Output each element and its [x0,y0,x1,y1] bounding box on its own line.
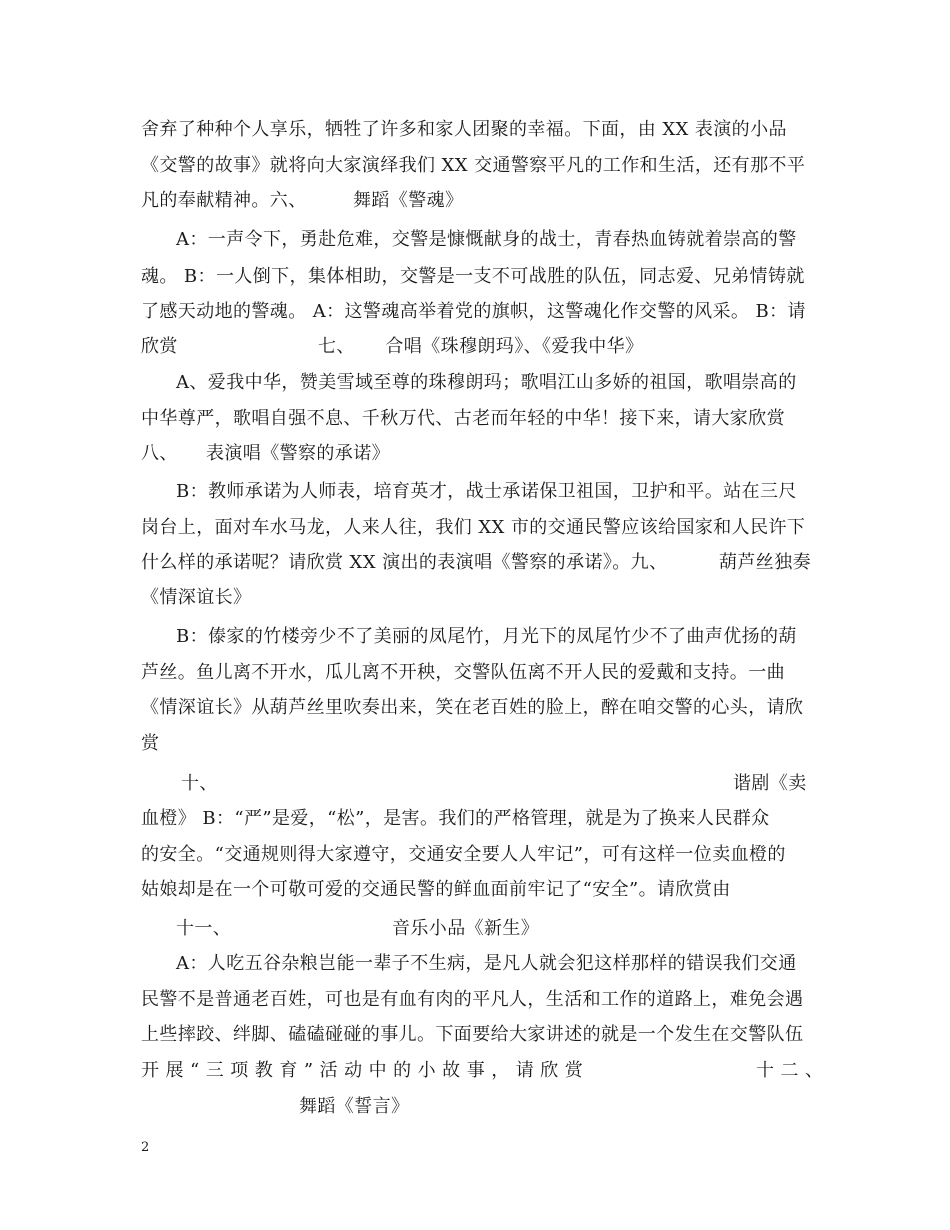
text-line: 舍弃了种种个人享乐，牺牲了许多和家人团聚的幸福。下面，由 XX 表演的小品 [141,119,787,140]
page-number: 2 [141,1140,150,1155]
text-line: 的安全。“交通规则得大家遵守，交通安全要人人牢记”，可有这样一位卖血橙的 [141,844,786,865]
text-line: 十一、 音乐小品《新生》 [141,914,811,944]
text-line: 血橙》 B：“严”是爱，“松”，是害。我们的严格管理，就是为了换来人民群众 [141,808,770,829]
text-line: 什么样的承诺呢？请欣赏 XX 演出的表演唱《警察的承诺》。九、 葫芦丝独奏 [141,548,811,578]
program-title: 表演唱《警察的承诺》 [206,443,390,464]
text-line: 岗台上，面对车水马龙，人来人往，我们 XX 市的交通民警应该给国家和人民许下 [141,517,806,538]
text-line: 八、 表演唱《警察的承诺》 [141,439,811,469]
text-line: 魂。 B：一人倒下，集体相助，交警是一支不可战胜的队伍，同志爱、兄弟情铸就 [141,266,805,287]
text-line: A、爱我中华，赞美雪域至尊的珠穆朗玛；歌唱江山多娇的祖国，歌唱崇高的 [176,372,797,393]
text-line: 上些摔跤、绊脚、磕磕碰碰的事儿。下面要给大家讲述的就是一个发生在交警队伍 [141,1024,804,1045]
text-line: 开 展 “ 三 项 教 育 ” 活 动 中 的 小 故 事 ， 请 欣 赏 十 二 、 [141,1056,811,1086]
text-line: B：教师承诺为人师表，培育英才，战士承诺保卫祖国，卫护和平。站在三尺 [176,481,797,502]
text-line: 赏 [141,733,160,754]
text-line: 十、 谐剧《卖 [141,769,811,799]
text-line: A：人吃五谷杂粮岂能一辈子不生病，是凡人就会犯这样那样的错误我们交通 [176,953,797,974]
program-title: 舞蹈《警魂》 [353,190,464,211]
text-line: 凡的奉献精神。六、 舞蹈《警魂》 [141,186,811,216]
text-line: A：一声令下，勇赴危难，交警是慷慨献身的战士，青春热血铸就着崇高的警 [176,229,797,250]
text-line: 《情深谊长》从葫芦丝里吹奏出来，笑在老百姓的脸上，醉在咱交警的心头，请欣 [141,697,804,718]
text-line: 了感天动地的警魂。 A：这警魂高举着党的旗帜，这警魂化作交警的风采。 B：请 [141,301,806,322]
text-line: 芦丝。鱼儿离不开水，瓜儿离不开秧，交警队伍离不开人民的爱戴和支持。一曲 [141,662,785,683]
text-line: 中华尊严，歌唱自强不息、千秋万代、古老而年轻的中华！接下来，请大家欣赏 [141,408,785,429]
text-line: 民警不是普通老百姓，可也是有血有肉的平凡人，生活和工作的道路上，难免会遇 [141,989,804,1010]
program-title: 音乐小品《新生》 [392,918,540,939]
program-title: 七、 合唱《珠穆朗玛》、《爱我中华》 [318,336,644,357]
text-line: 《情深谊长》 [141,587,252,608]
program-title: 葫芦丝独奏 [719,552,811,573]
text-line: 《交警的故事》就将向大家演绎我们 XX 交通警察平凡的工作和生活，还有那不平 [141,155,806,176]
text-line: 姑娘却是在一个可敬可爱的交通民警的鲜血面前牢记了“安全”。请欣赏由 [141,879,731,900]
program-number: 十 二 、 [756,1060,824,1081]
program-title: 谐剧《卖 [733,773,807,794]
text-line: B：傣家的竹楼旁少不了美丽的凤尾竹，月光下的凤尾竹少不了曲声优扬的葫 [176,626,797,647]
text-line: 舞蹈《誓言》 [299,1096,410,1117]
text-line: 欣赏 七、 合唱《珠穆朗玛》、《爱我中华》 [141,332,811,362]
